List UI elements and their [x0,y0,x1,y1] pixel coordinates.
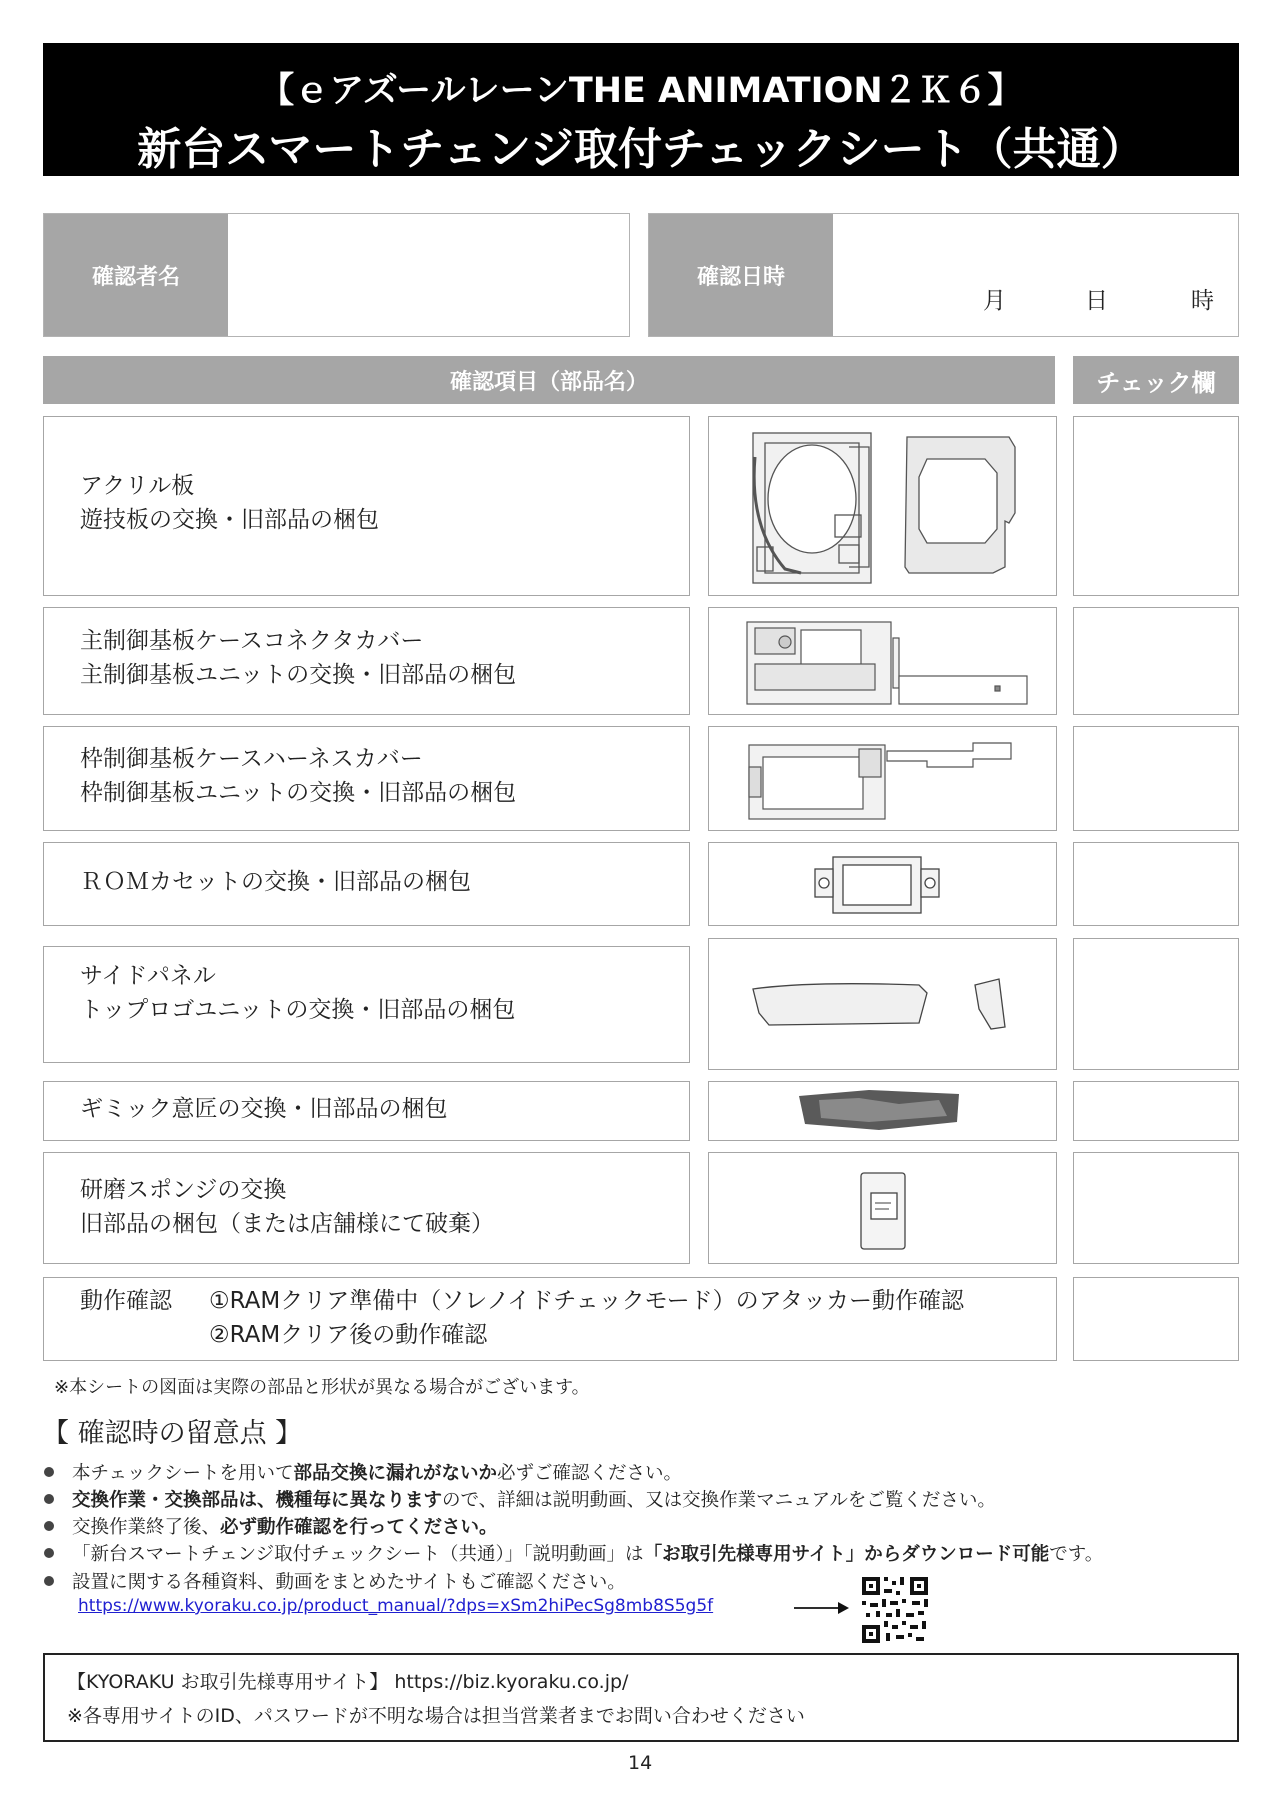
check-cell-gimmick-design[interactable] [1073,1081,1239,1141]
row-acrylic-plate [43,416,690,596]
bullet-icon [44,1576,54,1586]
operation-check-item1: ①RAMクリア準備中（ソレノイドチェックモード）のアタッカー動作確認 [209,1288,965,1314]
footer-site-info [43,1653,1239,1742]
bullet-icon [44,1521,54,1531]
operation-check-label: 動作確認 [80,1288,172,1314]
check-cell-frame-board-cover[interactable] [1073,726,1239,831]
check-cell-acrylic-plate[interactable] [1073,416,1239,596]
frame-board-drawing [709,727,1057,831]
row-label-line1: サイドパネル [80,963,216,989]
row-label-line1: ＲＯＭカセットの交換・旧部品の梱包 [80,869,471,895]
row-main-board-cover [43,607,690,715]
point-3: 交換作業終了後、必ず動作確認を行ってください。 [44,1513,498,1539]
check-cell-polishing-sponge[interactable] [1073,1152,1239,1264]
row-label-line2: 枠制御基板ユニットの交換・旧部品の梱包 [80,780,517,806]
row-polishing-sponge [43,1152,690,1264]
point-5: 設置に関する各種資料、動画をまとめたサイトもご確認ください。 [44,1568,626,1594]
drawing-disclaimer: ※本シートの図面は実際の部品と形状が異なる場合がございます。 [54,1377,590,1398]
check-cell-rom-cassette[interactable] [1073,842,1239,926]
frame-board-image [708,726,1057,831]
main-board-drawing [709,608,1057,715]
point-2: 交換作業・交換部品は、機種毎に異なりますので、詳細は説明動画、又は交換作業マニュアルをご覧ください。 [44,1486,996,1512]
polishing-sponge-drawing [709,1153,1057,1264]
confirmer-field[interactable] [228,214,629,336]
row-label-line1: 研磨スポンジの交換 [80,1177,287,1203]
row-label-line2: 旧部品の梱包（または店舗様にて破棄） [80,1211,494,1237]
confirmer-label: 確認者名 [44,214,228,336]
footer-site-url: 【KYORAKU お取引先様専用サイト】 https://biz.kyoraku.co.jp/ [67,1671,629,1693]
arrow-right-icon [794,1600,850,1616]
footer-contact-note: ※各専用サイトのID、パスワードが不明な場合は担当営業者までお問い合わせください [67,1705,805,1727]
rom-cassette-image [708,842,1057,926]
row-operation-check [43,1277,1057,1361]
check-column-header: チェック欄 [1073,356,1239,404]
item-column-header: 確認項目（部品名） [43,356,1055,404]
row-rom-cassette [43,842,690,926]
acrylic-plate-image [708,416,1057,596]
side-panel-image [708,938,1057,1070]
main-board-image [708,607,1057,715]
bullet-icon [44,1494,54,1504]
row-label-line2: トップロゴユニットの交換・旧部品の梱包 [80,997,516,1023]
row-label-line1: 枠制御基板ケースハーネスカバー [80,746,423,772]
page-number: 14 [628,1752,653,1774]
row-frame-board-cover [43,726,690,831]
row-label-line1: アクリル板 [80,473,195,499]
rom-cassette-drawing [709,843,1057,926]
datetime-field[interactable] [833,214,1238,336]
gimmick-design-image [708,1081,1057,1141]
row-side-panel [43,946,690,1063]
check-cell-side-panel[interactable] [1073,938,1239,1070]
page-title: 新台スマートチェンジ取付チェックシート（共通） [137,124,1145,175]
bullet-icon [44,1548,54,1558]
bullet-icon [44,1467,54,1477]
row-label-line1: ギミック意匠の交換・旧部品の梱包 [80,1096,448,1122]
month-unit: 月 [983,288,1006,314]
acrylic-plate-drawing [709,417,1057,596]
product-manual-link[interactable]: https://www.kyoraku.co.jp/product_manual/?dps=xSm2hiPecSg8mb8S5g5f [78,1596,714,1616]
hour-unit: 時 [1191,288,1214,314]
polishing-sponge-image [708,1152,1057,1264]
check-cell-main-board-cover[interactable] [1073,607,1239,715]
point-1: 本チェックシートを用いて部品交換に漏れがないか必ずご確認ください。 [44,1459,682,1485]
side-panel-drawing [709,939,1057,1070]
row-label-line2: 主制御基板ユニットの交換・旧部品の梱包 [80,662,517,688]
datetime-label: 確認日時 [649,214,833,336]
operation-check-item2: ②RAMクリア後の動作確認 [209,1322,488,1348]
page-title-banner [43,43,1239,176]
check-cell-operation[interactable] [1073,1277,1239,1361]
title-product-name: 【ｅアズールレーンTHE ANIMATION２Ｋ６】 [259,71,1023,111]
confirmer-box [43,213,630,337]
gimmick-design-drawing [709,1082,1057,1141]
datetime-box [648,213,1239,337]
row-gimmick-design [43,1081,690,1141]
point-4: 「新台スマートチェンジ取付チェックシート（共通）」「説明動画」は「お取引先様専用サイト」からダウンロード可能です。 [44,1540,1103,1566]
qr-code-icon[interactable] [860,1575,930,1645]
day-unit: 日 [1085,288,1108,314]
row-label-line1: 主制御基板ケースコネクタカバー [80,628,424,654]
row-label-line2: 遊技板の交換・旧部品の梱包 [80,507,379,533]
points-heading: 【 確認時の留意点 】 [42,1418,303,1449]
